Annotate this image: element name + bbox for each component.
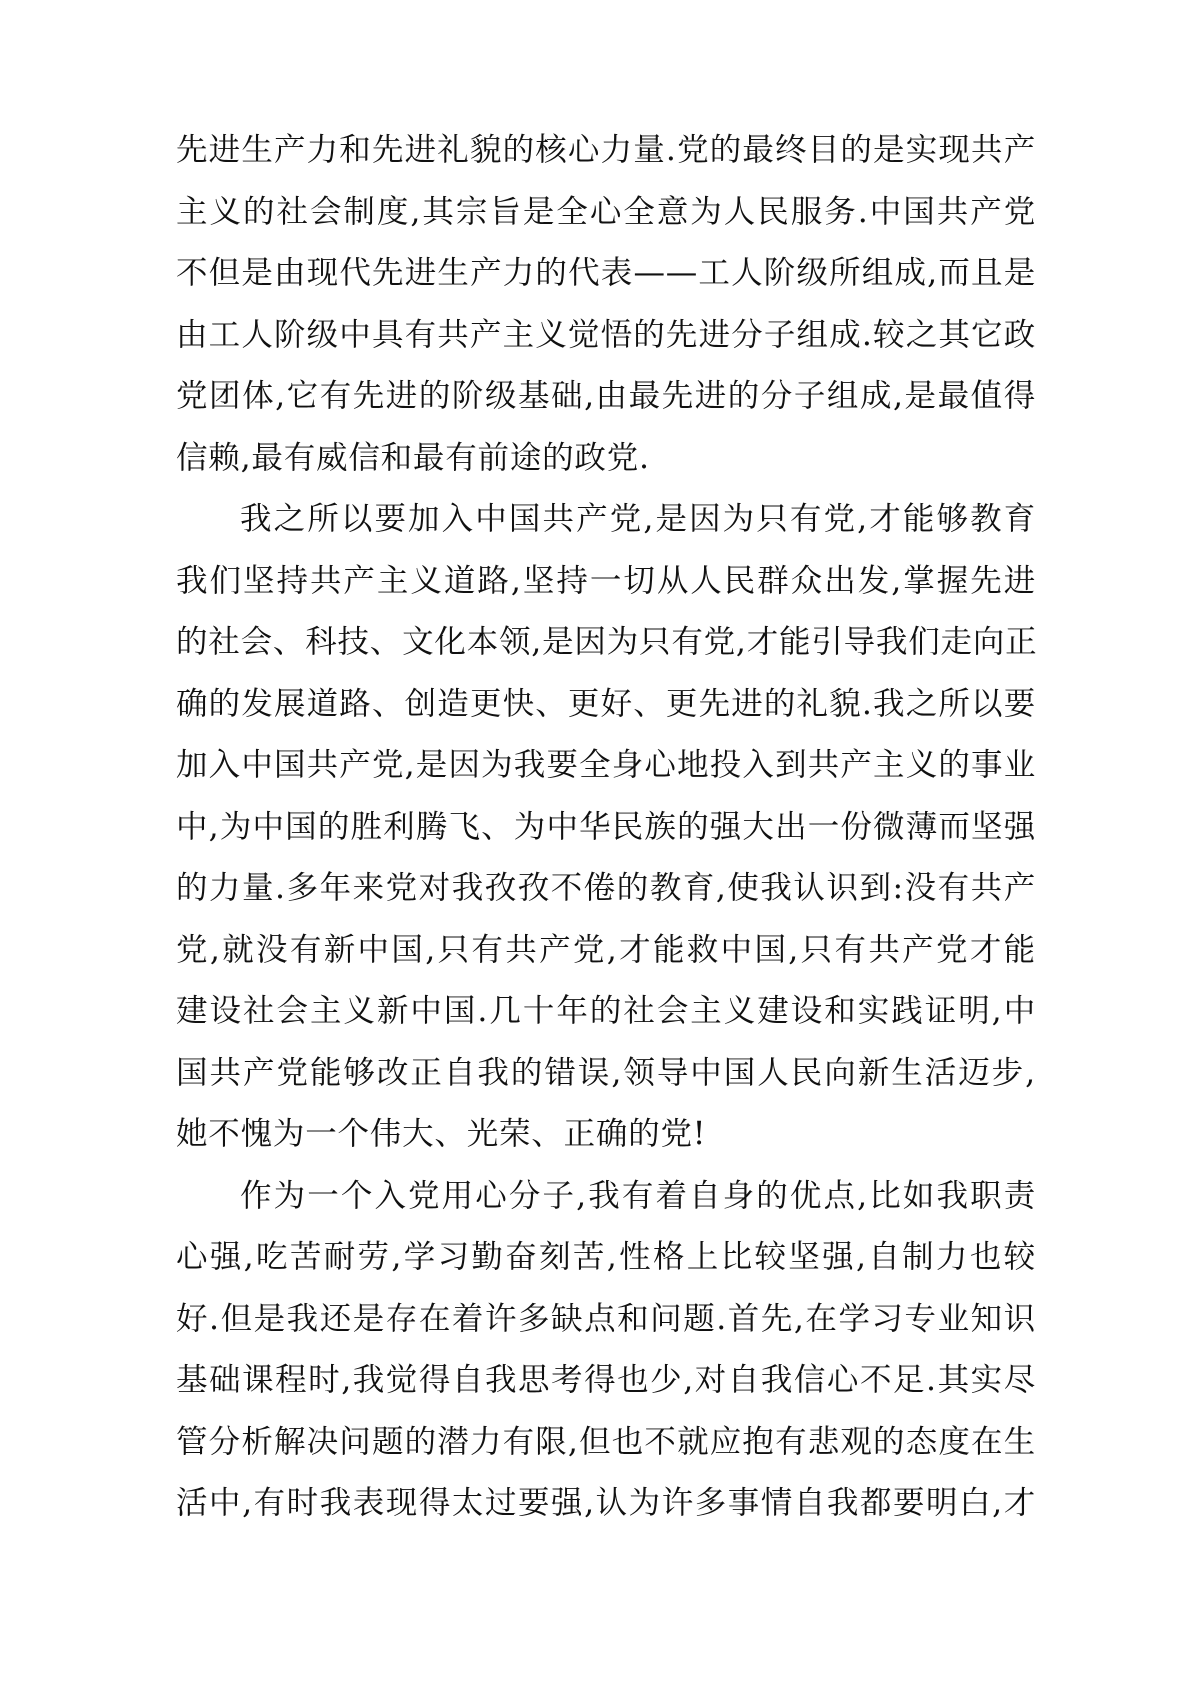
text-line: 的力量.多年来党对我孜孜不倦的教育,使我认识到:没有共产 bbox=[176, 870, 1036, 906]
text-line: 我们坚持共产主义道路,坚持一切从人民群众出发,掌握先进 bbox=[176, 562, 1036, 599]
text-line: 中,为中国的胜利腾飞、为中华民族的强大出一份微薄而坚强 bbox=[176, 808, 1036, 845]
text-line: 她不愧为一个伟大、光荣、正确的党! bbox=[176, 1116, 707, 1152]
text-line: 先进生产力和先进礼貌的核心力量.党的最终目的是实现共产 bbox=[176, 132, 1036, 168]
text-line: 管分析解决问题的潜力有限,但也不就应抱有悲观的态度在生 bbox=[176, 1423, 1036, 1460]
text-line: 国共产党能够改正自我的错误,领导中国人民向新生活迈步, bbox=[176, 1054, 1036, 1091]
text-line: 主义的社会制度,其宗旨是全心全意为人民服务.中国共产党 bbox=[176, 193, 1036, 230]
paragraph-2 bbox=[176, 489, 1036, 1166]
paragraph-1 bbox=[176, 120, 1036, 489]
text-line: 心强,吃苦耐劳,学习勤奋刻苦,性格上比较坚强,自制力也较 bbox=[176, 1239, 1036, 1275]
text-line: 好.但是我还是存在着许多缺点和问题.首先,在学习专业知识 bbox=[176, 1300, 1036, 1337]
paragraph-3 bbox=[176, 1166, 1036, 1535]
text-line: 不但是由现代先进生产力的代表——工人阶级所组成,而且是 bbox=[176, 255, 1036, 291]
body-text bbox=[176, 120, 1036, 1535]
text-line: 确的发展道路、创造更快、更好、更先进的礼貌.我之所以要 bbox=[176, 685, 1036, 722]
text-line: 基础课程时,我觉得自我思考得也少,对自我信心不足.其实尽 bbox=[176, 1362, 1036, 1398]
text-line: 党,就没有新中国,只有共产党,才能救中国,只有共产党才能 bbox=[176, 931, 1036, 968]
text-line: 我之所以要加入中国共产党,是因为只有党,才能够教育 bbox=[240, 501, 1036, 537]
text-line: 的社会、科技、文化本领,是因为只有党,才能引导我们走向正 bbox=[176, 624, 1038, 660]
text-line: 加入中国共产党,是因为我要全身心地投入到共产主义的事业 bbox=[176, 747, 1036, 783]
text-line: 由工人阶级中具有共产主义觉悟的先进分子组成.较之其它政 bbox=[176, 316, 1036, 353]
text-line: 作为一个入党用心分子,我有着自身的优点,比如我职责 bbox=[240, 1177, 1036, 1214]
text-line: 活中,有时我表现得太过要强,认为许多事情自我都要明白,才 bbox=[176, 1485, 1036, 1521]
text-line: 党团体,它有先进的阶级基础,由最先进的分子组成,是最值得 bbox=[176, 378, 1036, 414]
text-line: 信赖,最有威信和最有前途的政党. bbox=[176, 439, 650, 476]
text-line: 建设社会主义新中国.几十年的社会主义建设和实践证明,中 bbox=[176, 993, 1036, 1029]
